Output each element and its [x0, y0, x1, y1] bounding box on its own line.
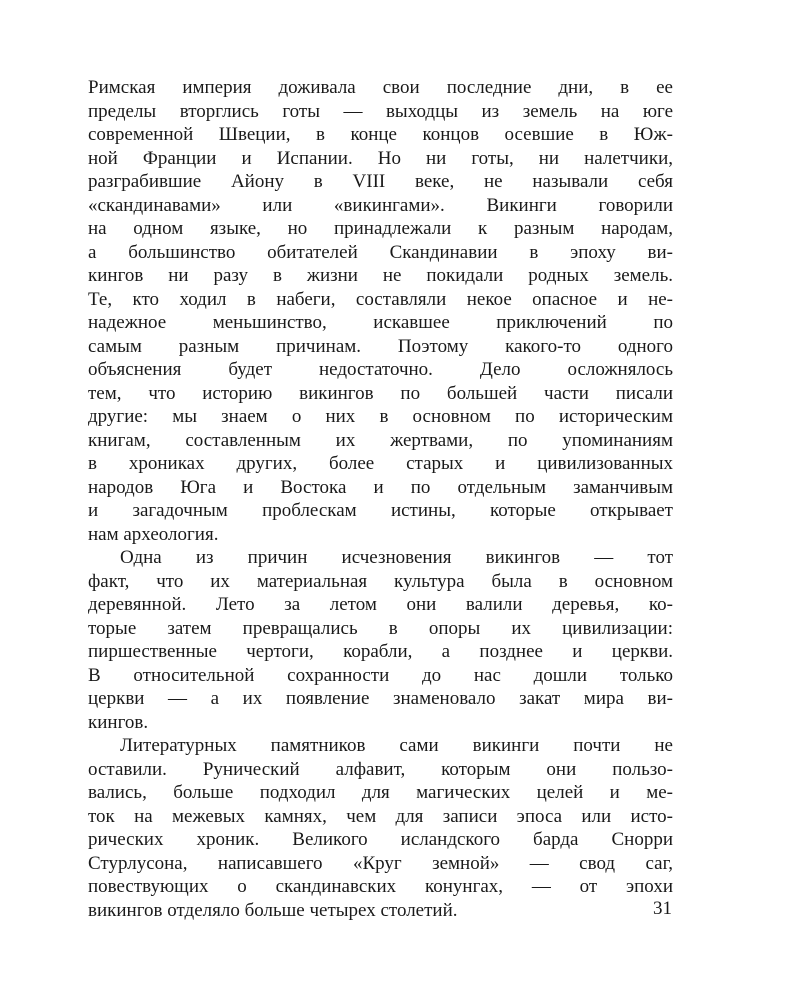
- text-line: Римская империя доживала свои последние дни, в ее: [88, 77, 673, 98]
- text-line: тем, что историю викингов по большей части писали: [88, 382, 673, 404]
- text-line: ток на межевых камнях, чем для записи эпоса или исто-: [88, 805, 673, 827]
- text-line: нам археология.: [88, 523, 219, 545]
- text-line: кингов ни разу в жизни не покидали родных земель.: [88, 265, 673, 286]
- text-line: надежное меньшинство, искавшее приключений по: [88, 312, 673, 333]
- text-line: а большинство обитателей Скандинавии в эпоху ви-: [88, 241, 673, 263]
- text-line: другие: мы знаем о них в основном по историческим: [88, 406, 673, 427]
- text-line: Те, кто ходил в набеги, составляли некое опасное и не-: [88, 288, 673, 310]
- text-line: в хрониках других, более старых и цивилизованных: [88, 453, 673, 474]
- text-line: викингов отделяло больше четырех столетий.: [88, 899, 458, 921]
- text-line: кингов.: [88, 711, 149, 733]
- text-line: объяснения будет недостаточно. Дело осложнялось: [88, 359, 673, 380]
- text-line: ной Франции и Испании. Но ни готы, ни налетчики,: [88, 147, 673, 169]
- text-line: пиршественные чертоги, корабли, а позднее и церкви.: [88, 641, 673, 662]
- text-line: на одном языке, но принадлежали к разным народам,: [88, 218, 673, 239]
- text-line: деревянной. Лето за летом они валили деревья, ко-: [88, 594, 673, 615]
- text-line: Литературных памятников сами викинги почти не: [120, 735, 673, 756]
- text-line: рических хроник. Великого исландского барда Снорри: [88, 829, 673, 850]
- text-line: оставили. Рунический алфавит, которым они пользо-: [88, 758, 673, 780]
- text-line: самым разным причинам. Поэтому какого-то одного: [88, 335, 673, 357]
- text-line: церкви — а их появление знаменовало закат мира ви-: [88, 688, 673, 709]
- text-line: книгам, составленным их жертвами, по упоминаниям: [88, 429, 673, 451]
- text-line: В относительной сохранности до нас дошли только: [88, 664, 673, 686]
- text-line: современной Швеции, в конце концов осевшие в Юж-: [88, 124, 673, 145]
- text-line: разграбившие Айону в VIII веке, не называли себя: [88, 171, 673, 192]
- text-line: Стурлусона, написавшего «Круг земной» — свод саг,: [88, 852, 673, 874]
- text-line: и загадочным проблескам истины, которые открывает: [88, 500, 673, 521]
- text-line: Одна из причин исчезновения викингов — тот: [120, 547, 673, 568]
- text-line: повествующих о скандинавских конунгах, — от эпохи: [88, 876, 673, 897]
- text-line: народов Юга и Востока и по отдельным заманчивым: [88, 476, 673, 498]
- text-line: торые затем превращались в опоры их цивилизации:: [88, 617, 673, 639]
- page-number: 31: [653, 898, 672, 919]
- text-line: «скандинавами» или «викингами». Викинги говорили: [88, 194, 673, 216]
- text-line: пределы вторглись готы — выходцы из земель на юге: [88, 100, 673, 122]
- body-text: [88, 76, 673, 922]
- text-line: вались, больше подходил для магических целей и ме-: [88, 782, 673, 803]
- text-line: факт, что их материальная культура была в основном: [88, 570, 673, 592]
